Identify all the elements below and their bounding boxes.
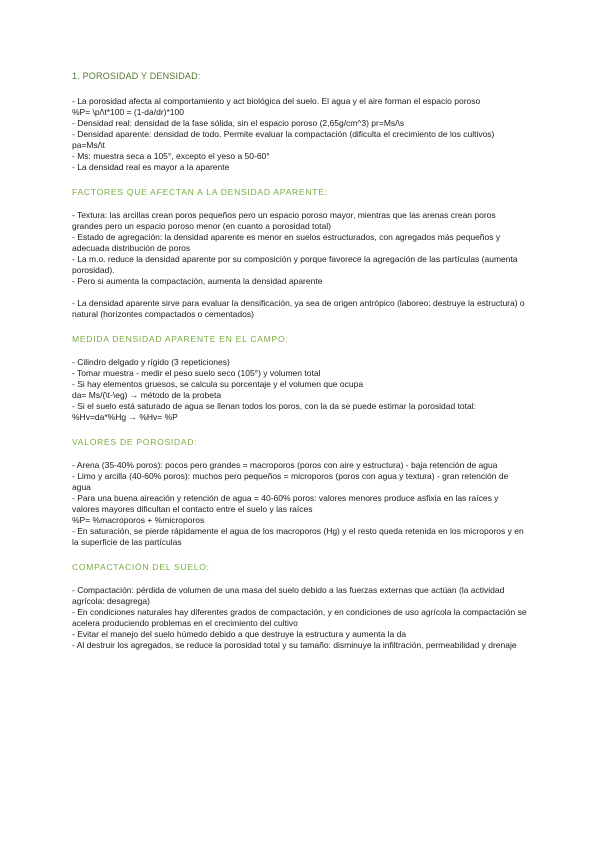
document-page: [72, 68, 528, 651]
section-factores-densidad: [72, 187, 528, 320]
text-line: - La m.o. reduce la densidad aparente por su composición y porque favorece la agregación de las partículas (aumenta porosidad).: [72, 254, 520, 275]
text-line: - Ms: muestra seca a 105°, excepto el yeso a 50-60°: [72, 151, 270, 161]
text-line: - Compactación: pérdida de volumen de una masa del suelo debido a las fuerzas externas que actúan (la actividad agrícola: desagrega): [72, 585, 507, 606]
text-line: - Tomar muestra - medir el peso suelo seco (105°) y volumen total: [72, 368, 321, 378]
section-valores-porosidad: [72, 437, 528, 548]
text-line: - La densidad aparente sirve para evaluar la densificación, ya sea de origen antrópico (laboreo: destruye la estructura) o natural (horizontes compactados o cementados): [72, 298, 528, 319]
blank-line: [72, 287, 528, 298]
text-line: - Si el suelo está saturado de agua se llenan todos los poros, con la da se puede estimar la porosidad total: %Hv=da*%Hg → %Hv= %P: [72, 401, 479, 422]
section-heading: FACTORES QUE AFECTAN A LA DENSIDAD APARENTE:: [72, 187, 328, 197]
text-line: - En condiciones naturales hay diferentes grados de compactación, y en condiciones de uso agrícola la compactación se acelera produciendo problemas en el crecimiento del cultivo: [72, 607, 529, 628]
section-heading: COMPACTACIÓN DEL SUELO:: [72, 562, 210, 572]
text-line: - La densidad real es mayor a la aparente: [72, 162, 230, 172]
section-porosidad-densidad: [72, 71, 528, 173]
formula-line: %P= \p/\t*100 = (1-da/dr)*100: [72, 107, 184, 117]
text-line: - Al destruir los agregados, se reduce la porosidad total y su tamaño: disminuye la infiltración, permeabilidad y drenaje: [72, 640, 517, 650]
text-line: - Para una buena aireación y retención de agua = 40-60% poros: valores menores produce asfixia en las raíces y valores mayores dificultan el contacto entre el suelo y las raíces: [72, 493, 501, 514]
section-medida-campo: [72, 334, 528, 423]
text-line: - Arena (35-40% poros): pocos pero grandes = macroporos (poros con aire y estructura) - baja retención de agua: [72, 460, 498, 470]
section-title: 1. POROSIDAD Y DENSIDAD:: [72, 71, 201, 81]
text-line: - Estado de agregación: la densidad aparente es menor en suelos estructurados, con agregados más pequeños y adecuada distribución de poros: [72, 232, 503, 253]
text-line: - Cilindro delgado y rígido (3 repeticiones): [72, 357, 230, 367]
text-line: - La porosidad afecta al comportamiento y act biológica del suelo. El agua y el aire forman el espacio poroso: [72, 96, 481, 106]
text-line: - Textura: las arcillas crean poros pequeños pero un espacio poroso mayor, mientras que las arenas crean poros grandes pero un espacio poroso menor (en cuanto a porosidad total): [72, 210, 499, 231]
text-line: - En saturación, se pierde rápidamente el agua de los macroporos (Hg) y el resto queda retenida en los microporos y en la superficie de las partículas: [72, 526, 527, 547]
text-line: - Densidad aparente: densidad de todo. Permite evaluar la compactación (dificulta el crecimiento de los cultivos) pa=Ms/\t: [72, 129, 497, 150]
text-line: - Evitar el manejo del suelo húmedo debido a que destruye la estructura y aumenta la da: [72, 629, 407, 639]
text-line: - Limo y arcilla (40-60% poros): muchos pero pequeños = microporos (poros con agua y textura) - gran retención de agua: [72, 471, 511, 492]
section-heading: MEDIDA DENSIDAD APARENTE EN EL CAMPO:: [72, 334, 289, 344]
formula-line: da= Ms/(\t-\eg) → método de la probeta: [72, 390, 222, 400]
section-compactacion: [72, 562, 528, 651]
text-line: - Pero si aumenta la compactación, aumenta la densidad aparente: [72, 276, 323, 286]
section-heading: VALORES DE POROSIDAD:: [72, 437, 198, 447]
text-line: - Densidad real: densidad de la fase sólida, sin el espacio poroso (2,65g/cm^3) pr=Ms/\s: [72, 118, 405, 128]
text-line: - Si hay elementos gruesos, se calcula su porcentaje y el volumen que ocupa: [72, 379, 364, 389]
formula-line: %P= %macroporos + %microporos: [72, 515, 205, 525]
